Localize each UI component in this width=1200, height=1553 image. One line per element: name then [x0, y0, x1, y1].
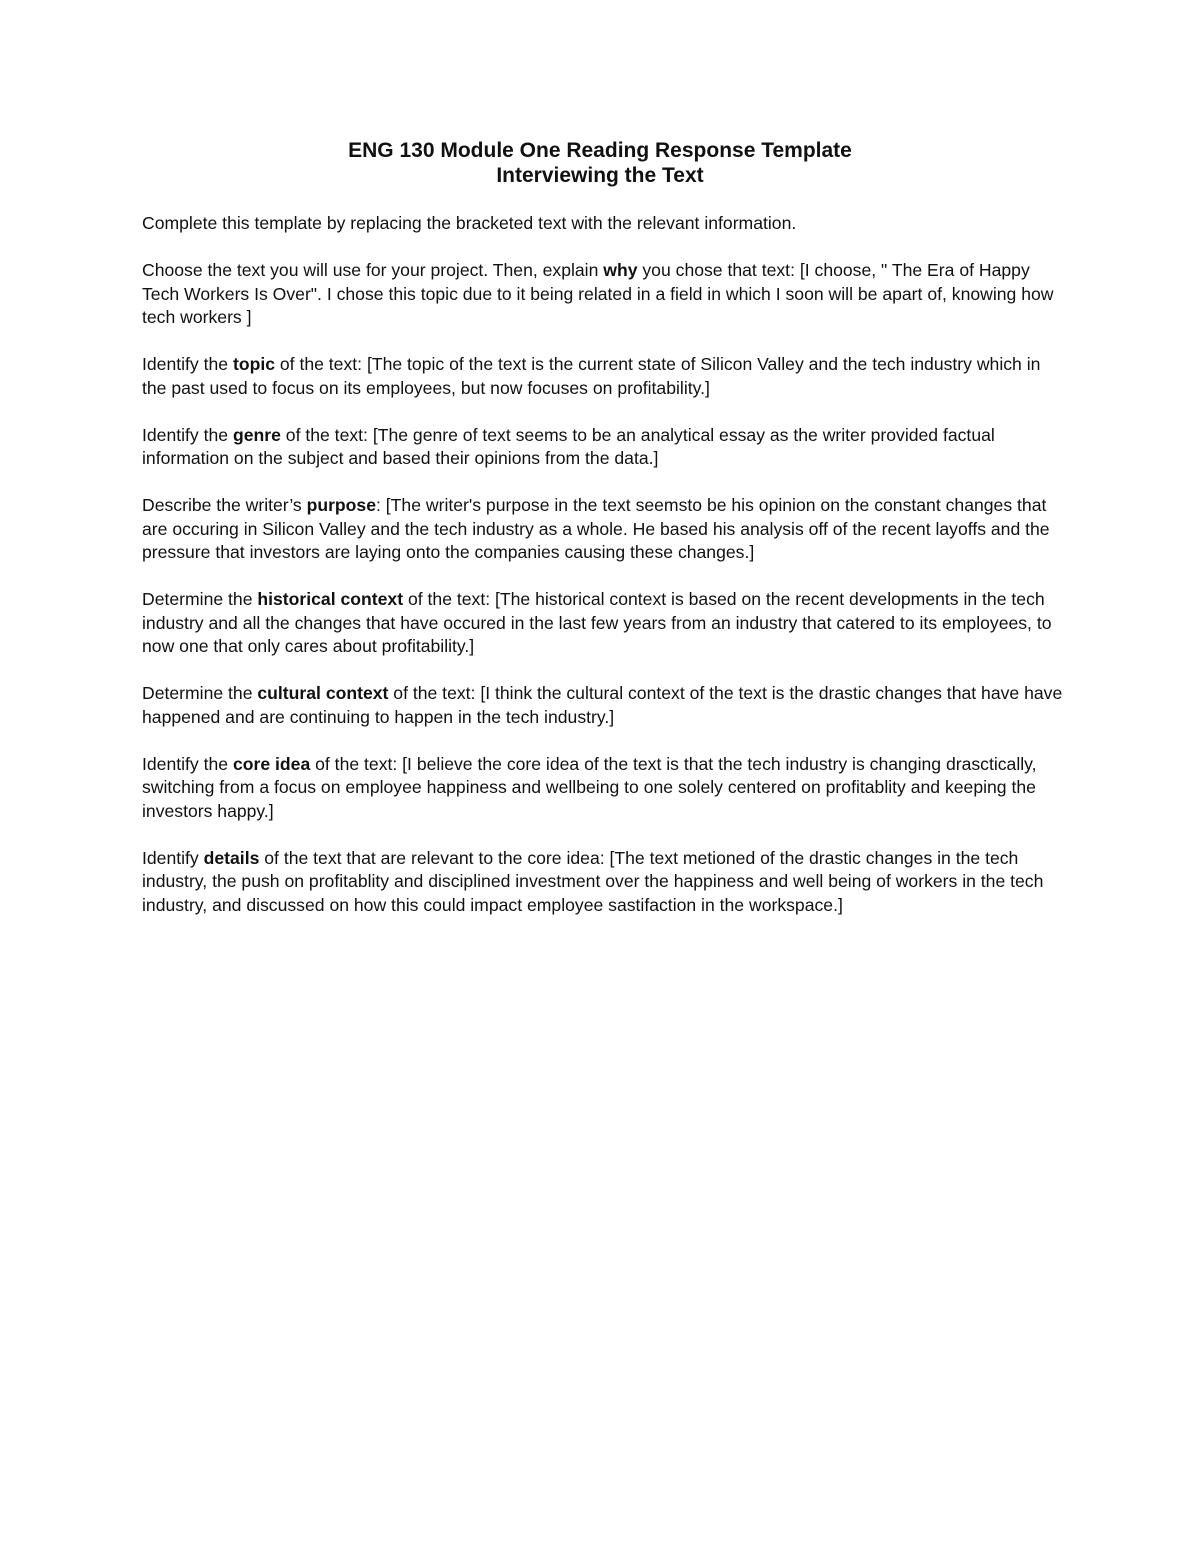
prompt-text: Choose the text you will use for your project. Then, explain — [142, 260, 604, 280]
prompt-text: of the text: — [403, 589, 496, 609]
prompt-text: Identify — [142, 847, 204, 868]
document-subtitle: Interviewing the Text — [496, 164, 704, 187]
section-genre — [142, 424, 1067, 471]
response-text: [The historical context is based on the recent developments in the tech industry and all the changes that have occured in the last few years from an industry that catered to its employees, to now one that only cares about profitability.] — [142, 589, 1052, 656]
prompt-text: Determine the — [142, 683, 258, 703]
section-topic — [142, 353, 1067, 400]
prompt-keyword: topic — [232, 354, 275, 374]
section-cultural-context — [142, 682, 1067, 729]
response-text: [The text metioned of the drastic changes in the tech industry, the push on profitablity and disciplined investment over the happiness and well being of workers in the tech industry, and discussed on how this could impact employee sastifaction in the workspace.] — [142, 847, 1044, 915]
response-text: [The topic of the text is the current state of Silicon Valley and the tech industry which in the past used to focus on its employees, but now focuses on profitability.] — [142, 354, 1041, 398]
section-details — [142, 847, 1067, 918]
response-text: [The genre of text seems to be an analytical essay as the writer provided factual information on the subject and based their opinions from the data.] — [142, 424, 995, 468]
prompt-text: Identify the — [142, 354, 233, 374]
prompt-keyword: core idea — [232, 753, 311, 774]
prompt-keyword: details — [203, 847, 260, 868]
prompt-text: of the text: — [280, 424, 373, 445]
section-purpose — [142, 494, 1067, 565]
prompt-text: : — [376, 495, 386, 515]
prompt-text: Determine the — [142, 589, 258, 609]
section-historical-context — [142, 588, 1067, 659]
prompt-text: of the text that are relevant to the core idea: — [259, 847, 610, 868]
document-title: ENG 130 Module One Reading Response Template — [348, 139, 852, 162]
document-header — [0, 138, 1200, 188]
response-text: [I believe the core idea of the text is that the tech industry is changing drasctically, switching from a focus on employee happiness and wellbeing to one solely centered on profitablity and keeping the investors happy.] — [142, 753, 1037, 821]
prompt-text: Describe the writer’s — [142, 495, 307, 515]
document-body — [142, 212, 1067, 941]
prompt-text: of the text: — [310, 753, 403, 774]
response-text: [I think the cultural context of the text is the drastic changes that have have happened and are continuing to happen in the tech industry.] — [142, 683, 1063, 727]
prompt-text: Identify the — [142, 424, 233, 445]
prompt-text: of the text: — [388, 683, 481, 703]
prompt-keyword: why — [603, 260, 638, 280]
prompt-keyword: cultural context — [257, 683, 389, 703]
response-text: [I choose, " The Era of Happy Tech Workers Is Over". I chose this topic due to it being related in a field in which I soon will be apart of, knowing how tech workers ] — [142, 260, 1054, 327]
prompt-text: you chose that text: — [637, 260, 800, 280]
section-why — [142, 259, 1067, 330]
instructions-paragraph: Complete this template by replacing the bracketed text with the relevant information. — [142, 213, 797, 233]
prompt-text: of the text: — [275, 354, 367, 374]
section-core-idea — [142, 753, 1067, 824]
response-text: [The writer's purpose in the text seemsto be his opinion on the constant changes that are occuring in Silicon Valley and the tech industry as a whole. He based his analysis off of the recent layoffs and the pressure that investors are laying onto the companies causing these changes.] — [142, 495, 1050, 562]
prompt-text: Identify the — [142, 753, 233, 774]
prompt-keyword: genre — [232, 424, 281, 445]
prompt-keyword: historical context — [257, 589, 404, 609]
prompt-keyword: purpose — [306, 495, 376, 515]
